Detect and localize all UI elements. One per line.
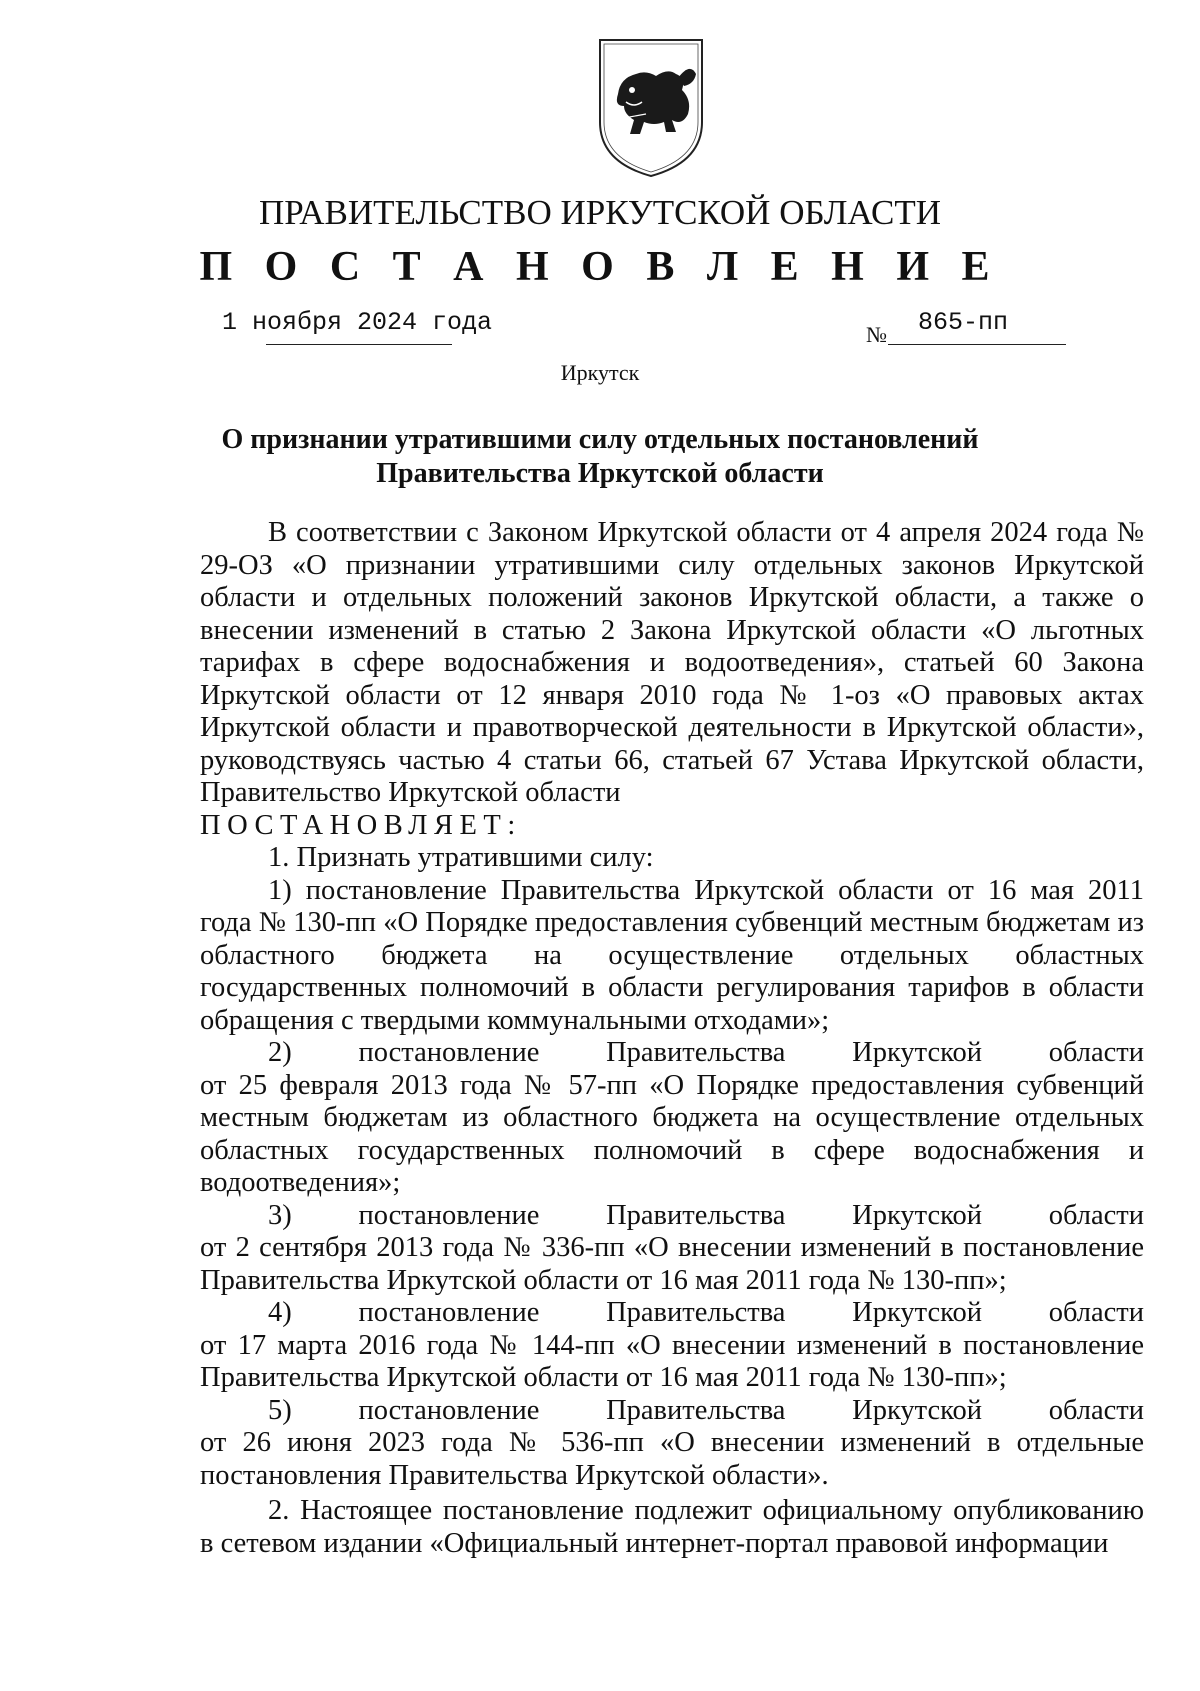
city: Иркутск — [560, 360, 640, 385]
document-date: 1 ноября 2024 года — [222, 308, 493, 337]
title-line-2: Правительства Иркутской области — [376, 458, 824, 489]
title-line-1: О признании утратившими силу отдельных постановлений — [221, 424, 979, 455]
document-number: 865-пп — [918, 308, 1009, 337]
sub-item-4-head: 4) постановление Правительства Иркутской области — [268, 1297, 1144, 1328]
document-type: П О С Т А Н О В Л Е Н И Е — [199, 244, 1001, 290]
sub-item-1: 1) постановление Правительства Иркутской области от 16 мая 2011 года № 130-пп «О Порядке предоставления субвенций местным бюджетам из областного бюджета на осуществление отдельных областных государственных полномочий в области регулирования тарифов в области обращения с твердыми коммунальными отходами»; — [200, 874, 1144, 1036]
number-sign: № — [866, 322, 887, 347]
sub-item-4-rest: от 17 марта 2016 года № 144-пп «О внесении изменений в постановление Правительства Иркутской области от 16 мая 2011 года № 130-пп»; — [200, 1329, 1144, 1393]
document-body — [200, 517, 1144, 1560]
sub-item-3-head: 3) постановление Правительства Иркутской области — [268, 1199, 1144, 1231]
document-title — [150, 423, 1050, 491]
organization-name: ПРАВИТЕЛЬСТВО ИРКУТСКОЙ ОБЛАСТИ — [259, 193, 941, 232]
irkutsk-coat-of-arms-icon — [596, 34, 706, 179]
date-underline — [266, 344, 452, 345]
sub-item-3-rest: от 2 сентября 2013 года № 336-пп «О внесении изменений в постановление Правительства Иркутской области от 16 мая 2011 года № 130-пп»; — [200, 1232, 1144, 1296]
item-2: 2. Настоящее постановление подлежит официальному опубликованию в сетевом издании «Официальный интернет-портал правовой информации — [200, 1495, 1144, 1559]
number-underline — [888, 344, 1066, 345]
sub-item-5-head: 5) постановление Правительства Иркутской области — [268, 1394, 1144, 1426]
sub-item-2-head: 2) постановление Правительства Иркутской области — [268, 1037, 1144, 1068]
sub-item-2-rest: от 25 февраля 2013 года № 57-пп «О Порядке предоставления субвенций местным бюджетам из областного бюджета на осуществление отдельных областных государственных полномочий в сфере водоснабжения и водоотведения»; — [200, 1069, 1144, 1198]
resolves-word: ПОСТАНОВЛЯЕТ: — [200, 809, 522, 841]
item-1: 1. Признать утратившими силу: — [268, 842, 654, 873]
preamble: В соответствии с Законом Иркутской области от 4 апреля 2024 года № 29-ОЗ «О признании утратившими силу отдельных законов Иркутской области и отдельных положений законов Иркутской области, а также о внесении изменений в статью 2 Закона Иркутской области «О льготных тарифах в сфере водоснабжения и водоотведения», статьей 60 Закона Иркутской области от 12 января 2010 года № 1-оз «О правовых актах Иркутской области и правотворческой деятельности в Иркутской области», руководствуясь частью 4 статьи 66, статьей 67 Устава Иркутской области, Правительство Иркутской области — [200, 517, 1144, 808]
sub-item-5-rest: от 26 июня 2023 года № 536-пп «О внесении изменений в отдельные постановления Правительства Иркутской области». — [200, 1427, 1144, 1491]
